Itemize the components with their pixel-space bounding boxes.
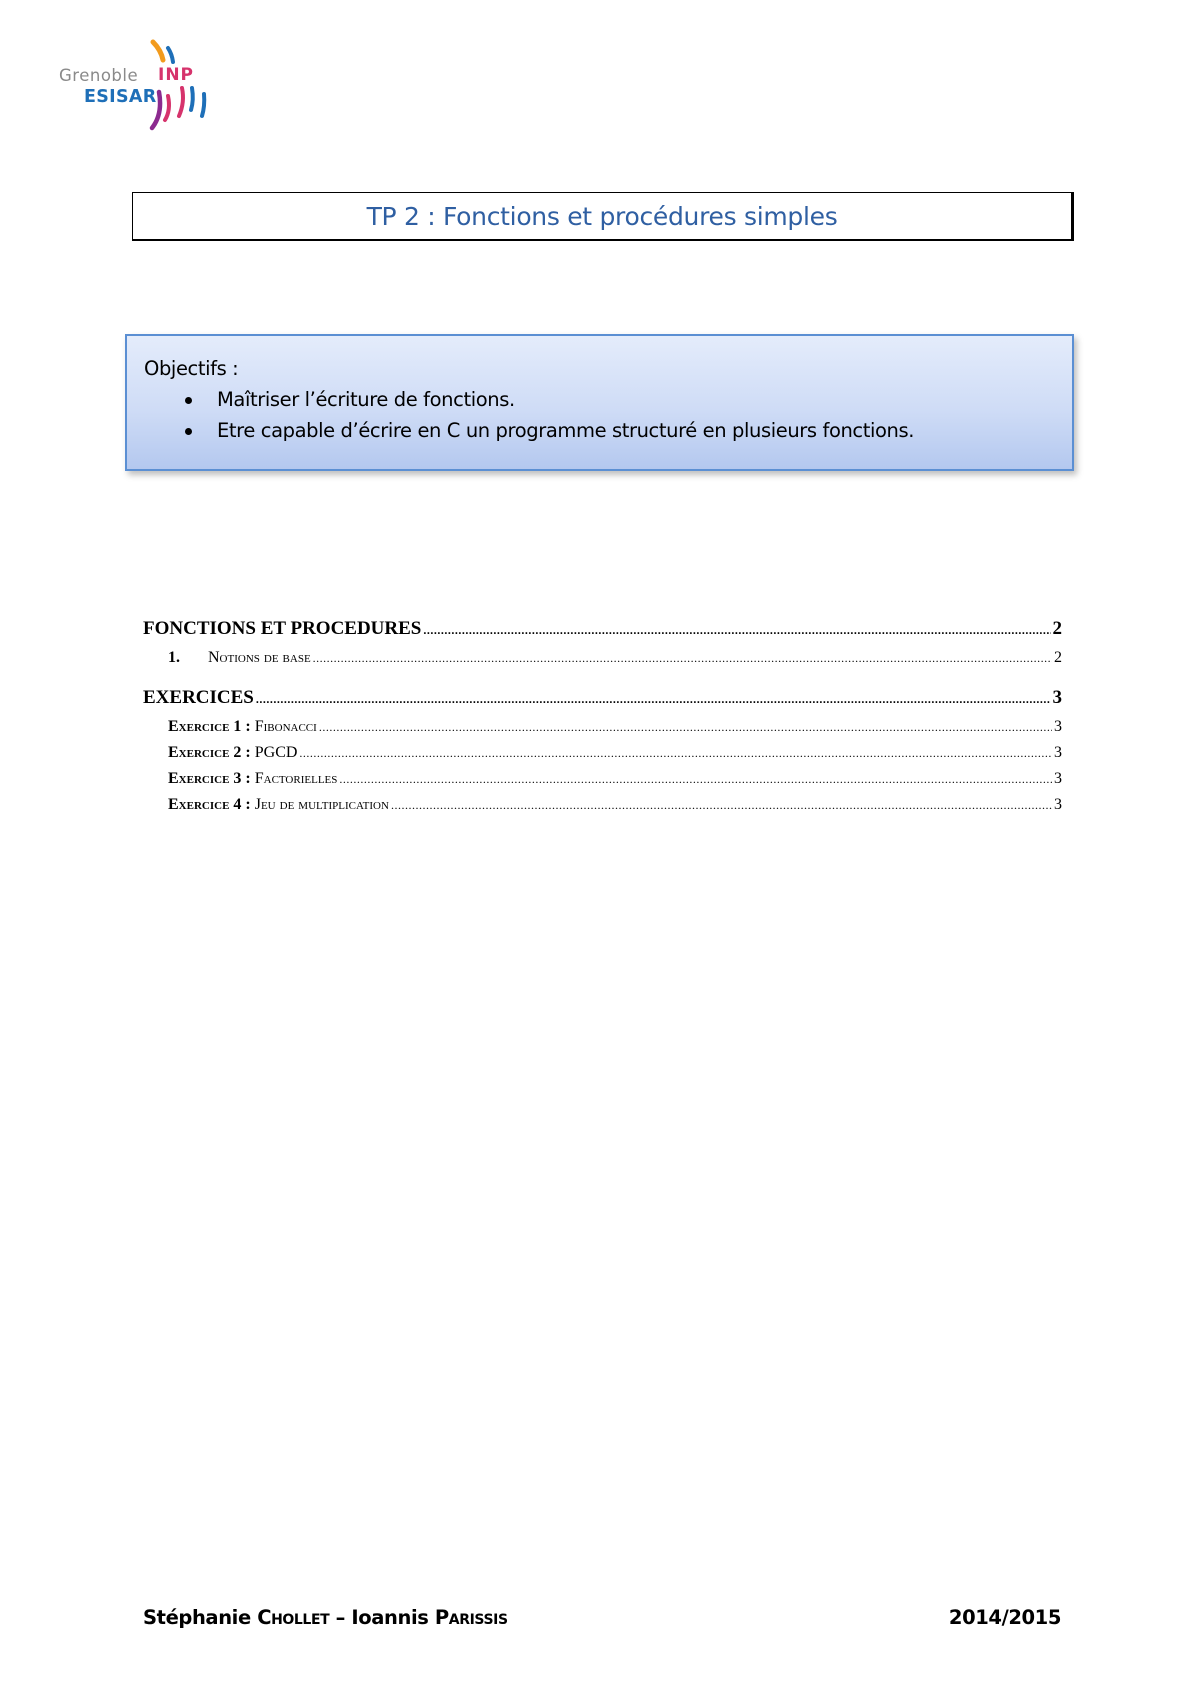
page-footer	[143, 1606, 1061, 1629]
table-of-contents	[143, 614, 1062, 818]
page-title: TP 2 : Fonctions et procédures simples	[366, 201, 838, 231]
toc-page-number: 3	[1054, 770, 1062, 787]
toc-page-number: 3	[1052, 687, 1062, 708]
author-1-last-name: Chollet	[257, 1606, 330, 1629]
toc-entry-exercice-3[interactable]	[143, 766, 1062, 792]
toc-entry-notions[interactable]	[143, 645, 1062, 671]
toc-leader-dots	[256, 684, 1051, 714]
author-2-last-name: Parissis	[434, 1606, 508, 1629]
toc-entry-label	[168, 792, 389, 817]
footer-authors	[143, 1606, 508, 1629]
toc-entry-title: Factorielles	[254, 770, 338, 787]
toc-leader-dots	[319, 715, 1052, 740]
author-2-first-name: Ioannis	[351, 1606, 429, 1629]
toc-entry-number: 1.	[168, 649, 180, 666]
toc-section-exercices[interactable]	[143, 683, 1062, 714]
toc-entry-title: Jeu de multiplication	[254, 796, 389, 813]
toc-entry-label	[168, 645, 311, 670]
toc-entry-exercice-2[interactable]	[143, 740, 1062, 766]
objectives-list	[144, 384, 1072, 446]
logo-text-grenoble: Grenoble	[59, 66, 139, 85]
toc-entry-exercice-1[interactable]	[143, 714, 1062, 740]
toc-page-number: 2	[1054, 649, 1062, 666]
objectives-box	[125, 334, 1074, 471]
toc-section-fonctions[interactable]	[143, 614, 1062, 645]
toc-page-number: 3	[1054, 796, 1062, 813]
toc-entry-label	[168, 740, 297, 765]
school-logo	[55, 36, 230, 146]
toc-entry-label	[168, 714, 317, 739]
toc-page-number: 3	[1054, 718, 1062, 735]
toc-leader-dots	[423, 615, 1050, 645]
author-separator: –	[335, 1606, 346, 1629]
author-1-first-name: Stéphanie	[143, 1606, 251, 1629]
toc-entry-prefix: Exercice 4 :	[168, 796, 251, 813]
toc-entry-prefix: Exercice 2 :	[168, 744, 251, 761]
toc-page-number: 3	[1054, 744, 1062, 761]
toc-entry-label	[168, 766, 337, 791]
toc-entry-prefix: Exercice 1 :	[168, 718, 251, 735]
objectives-heading: Objectifs :	[144, 357, 239, 380]
objective-item: Etre capable d’écrire en C un programme structuré en plusieurs fonctions.	[144, 415, 1072, 446]
footer-year: 2014/2015	[948, 1606, 1061, 1629]
toc-entry-exercice-4[interactable]	[143, 792, 1062, 818]
toc-leader-dots	[391, 793, 1052, 818]
toc-page-number: 2	[1052, 618, 1062, 639]
toc-entry-prefix: Exercice 3 :	[168, 770, 251, 787]
toc-section-label: FONCTIONS ET PROCEDURES	[143, 618, 422, 639]
toc-entry-title: PGCD	[254, 744, 298, 761]
toc-leader-dots	[339, 767, 1052, 792]
toc-section-label: EXERCICES	[143, 687, 254, 708]
objective-item: Maîtriser l’écriture de fonctions.	[144, 384, 1072, 415]
logo-text-inp: INP	[158, 65, 195, 85]
logo-text-esisar: ESISAR	[84, 87, 157, 107]
toc-entry-title: Notions de base	[208, 649, 311, 666]
toc-leader-dots	[313, 646, 1052, 671]
toc-entry-title: Fibonacci	[254, 718, 317, 735]
title-box	[132, 192, 1074, 241]
toc-leader-dots	[299, 741, 1052, 766]
